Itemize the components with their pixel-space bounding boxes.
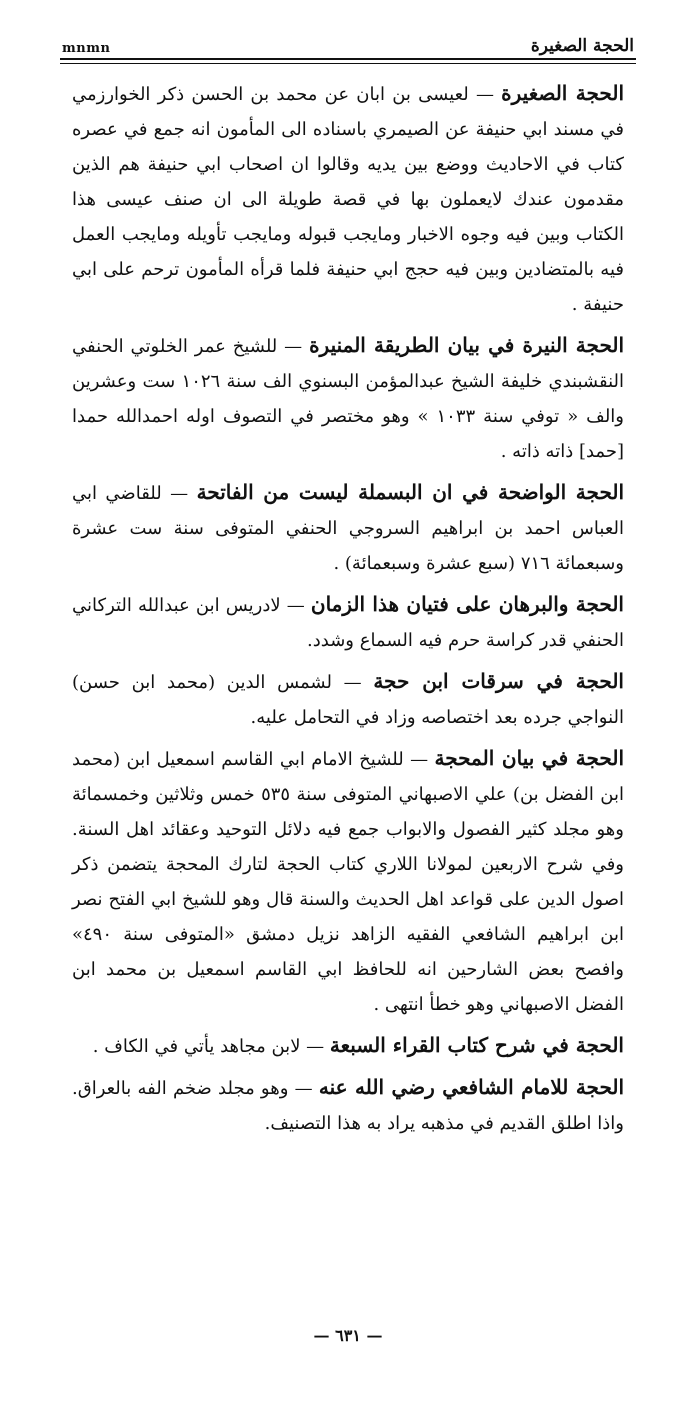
- entry-text: — للقاضي ابي العباس احمد بن ابراهيم السروجي الحنفي المتوفى سنة ست عشرة وسبعمائة ٧١٦ (سبع عشرة وسبعمائة) .: [72, 483, 624, 574]
- entry: [72, 1070, 624, 1141]
- entry: [72, 587, 624, 658]
- entry-heading: الحجة الواضحة في ان البسملة ليست من الفاتحة: [196, 480, 625, 504]
- entry-heading: الحجة في شرح كتاب القراء السبعة: [329, 1033, 624, 1057]
- page-body: [72, 76, 624, 1147]
- entry-heading: الحجة الصغيرة: [501, 81, 624, 105]
- entry-text: — لشمس الدين (محمد ابن حسن) النواجي جرده بعد اختصاصه وزاد في التحامل عليه.: [72, 672, 624, 728]
- entry: [72, 1028, 624, 1064]
- header-code: mnmn: [62, 41, 111, 56]
- entry-heading: الحجة النيرة في بيان الطريقة المنيرة: [309, 333, 625, 357]
- entry-text: — لابن مجاهد يأتي في الكاف .: [92, 1036, 330, 1057]
- entry: [72, 76, 624, 322]
- page-number: — ٦٣١ —: [313, 1326, 383, 1345]
- entry-heading: الحجة في بيان المحجة: [434, 746, 624, 770]
- running-header: [62, 22, 634, 56]
- header-title: الحجة الصغيرة: [530, 36, 634, 56]
- entry: [72, 741, 624, 1022]
- entry-heading: الحجة في سرقات ابن حجة: [373, 669, 624, 693]
- entry-text: — للشيخ الامام ابي القاسم اسمعيل ابن (محمد ابن الفضل بن) علي الاصبهاني المتوفى سنة ٥٣٥ خمس وثلاثين وخمسمائة وهو مجلد كثير الفصول والابواب جمع فيه دلائل التوحيد وعقائد اهل السنة. وفي شرح الاربعين لمولانا اللاري كتاب الحجة لتارك المحجة يتضمن ذكر اصول الدين على قواعد اهل الحديث والسنة قال وهو للشيخ ابي الفتح نصر ابن ابراهيم الشافعي الفقيه الزاهد نزيل دمشق «المتوفى سنة ٤٩٠» وافصح بعض الشارحين انه للحافظ ابي القاسم اسمعيل بن محمد ابن الفضل الاصبهاني وهو خطأ انتهى .: [72, 749, 624, 1015]
- entry-text: — وهو مجلد ضخم الفه بالعراق. واذا اطلق القديم في مذهبه يراد به هذا التصنيف.: [72, 1078, 624, 1134]
- header-rule-thin: [60, 63, 636, 64]
- header-rule-thick: [60, 58, 636, 60]
- entry-text: — للشيخ عمر الخلوتي الحنفي النقشبندي خليفة الشيخ عبدالمؤمن البسنوي الف سنة ١٠٢٦ ست وعشرين والف « توفي سنة ١٠٣٣ » وهو مختصر في التصوف اوله احمدالله حمدا [حمد] ذاته ذاته .: [72, 336, 624, 462]
- entry: [72, 664, 624, 735]
- entry-text: — لادريس ابن عبدالله التركاني الحنفي قدر كراسة حرم فيه السماع وشدد.: [72, 595, 624, 651]
- entry-heading: الحجة للامام الشافعي رضي الله عنه: [318, 1075, 625, 1099]
- entry-heading: الحجة والبرهان على فتيان هذا الزمان: [310, 592, 624, 616]
- entry-text: — لعيسى بن ابان عن محمد بن الحسن ذكر الخوارزمي في مسند ابي حنيفة عن الصيمري باسناده الى المأمون انه جمع في عصره كتاب في الاحاديث ووضع بين يديه وقالوا ان اصحاب ابي حنيفة هم الذين مقدمون عندك لايعملون بها في قصة طويلة الى ان صنف عيسى هذا الكتاب وبين فيه وجوه الاخبار ومايجب قبوله ومايجب تأويله ومايجب العمل فيه بالمتضادين وبين فيه حجج ابي حنيفة فلما قرأه المأمون ترحم على ابي حنيفة .: [72, 84, 624, 315]
- entry: [72, 328, 624, 469]
- entry: [72, 475, 624, 581]
